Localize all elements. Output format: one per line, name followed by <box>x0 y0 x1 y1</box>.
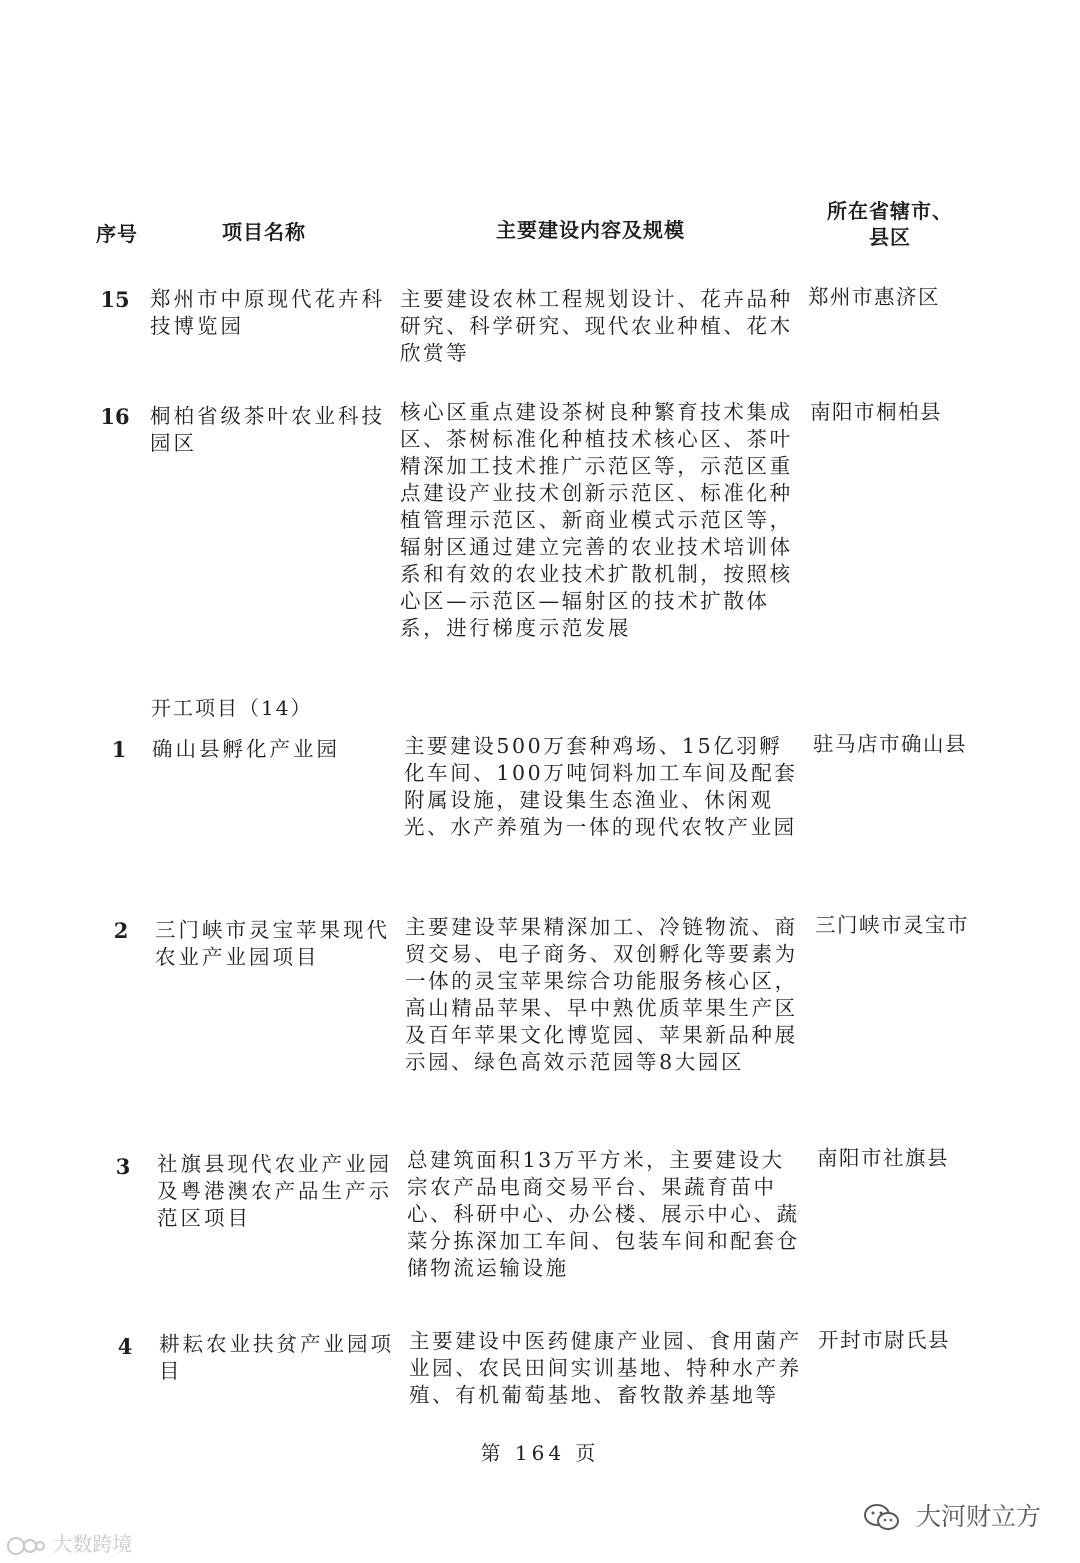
project-name: 确山县孵化产业园 <box>152 737 340 761</box>
row-number: 16 <box>100 404 130 429</box>
row-number: 4 <box>117 1334 133 1359</box>
project-content: 总建筑面积13万平方米，主要建设大宗农产品电商交易平台、果蔬育苗中心、科研中心、办公楼、展示中心、蔬菜分拣深加工车间、包装车间和配套仓储物流运输设施 <box>407 1148 800 1280</box>
project-content: 主要建设苹果精深加工、冷链物流、商贸交易、电子商务、双创孵化等要素为一体的灵宝苹果综合功能服务核心区，高山精品苹果、早中熟优质苹果生产区及百年苹果文化博览园、苹果新品种展示园、绿色高效示范园等8大园区 <box>405 915 798 1074</box>
row-number: 3 <box>115 1154 131 1179</box>
watermark-right-text: 大河财立方 <box>915 1502 1041 1531</box>
project-content: 核心区重点建设茶树良种繁育技术集成区、茶树标准化种植技术核心区、茶叶精深加工技术推广示范区等，示范区重点建设产业技术创新示范区、标准化种植管理示范区、新商业模式示范区等，辐射区通过建立完善的农业技术培训体系和有效的农业技术扩散机制，按照核心区—示范区—辐射区的技术扩散体系，进行梯度示范发展 <box>400 400 793 640</box>
project-name: 社旗县现代农业产业园及粤港澳农产品生产示范区项目 <box>157 1152 392 1230</box>
project-content: 主要建设中医药健康产业园、食用菌产业园、农民田间实训基地、特种水产养殖、有机葡萄基地、畜牧散养基地等 <box>409 1329 802 1407</box>
project-location: 郑州市惠济区 <box>808 285 940 309</box>
row-number: 15 <box>100 287 130 312</box>
header-location-line2: 县区 <box>869 225 911 249</box>
watermark-left <box>6 1528 132 1557</box>
project-name: 郑州市中原现代花卉科技博览园 <box>150 287 385 338</box>
page-number: 第 164 页 <box>480 1441 600 1465</box>
project-name: 桐柏省级茶叶农业科技园区 <box>150 404 385 455</box>
header-location-line1: 所在省辖市、 <box>827 199 953 223</box>
watermark-right <box>862 1497 1041 1535</box>
header-seq: 序号 <box>96 222 138 246</box>
row-number: 2 <box>113 918 129 943</box>
header-content: 主要建设内容及规模 <box>496 218 685 242</box>
project-name: 三门峡市灵宝苹果现代农业产业园项目 <box>155 918 390 969</box>
project-location: 开封市尉氏县 <box>818 1328 950 1352</box>
header-name: 项目名称 <box>222 220 306 244</box>
header-location <box>822 198 958 250</box>
project-content: 主要建设500万套种鸡场、15亿羽孵化车间、100万吨饲料加工车间及配套附属设施，建设集生态渔业、休闲观光、水产养殖为一体的现代农牧产业园 <box>404 734 798 839</box>
watermark-left-text: 大数跨境 <box>52 1532 133 1556</box>
project-location: 驻马店市确山县 <box>813 732 967 756</box>
row-number: 1 <box>111 737 127 762</box>
project-name: 耕耘农业扶贫产业园项目 <box>159 1332 394 1383</box>
project-location: 三门峡市灵宝市 <box>815 913 969 937</box>
project-location: 南阳市社旗县 <box>817 1146 949 1170</box>
watermark-logo-icon <box>6 1535 46 1557</box>
project-content: 主要建设农林工程规划设计、花卉品种研究、科学研究、现代农业种植、花木欣赏等 <box>400 287 793 365</box>
section-title: 开工项目（14） <box>151 696 313 720</box>
wechat-icon <box>862 1501 902 1535</box>
project-location: 南阳市桐柏县 <box>810 400 942 424</box>
